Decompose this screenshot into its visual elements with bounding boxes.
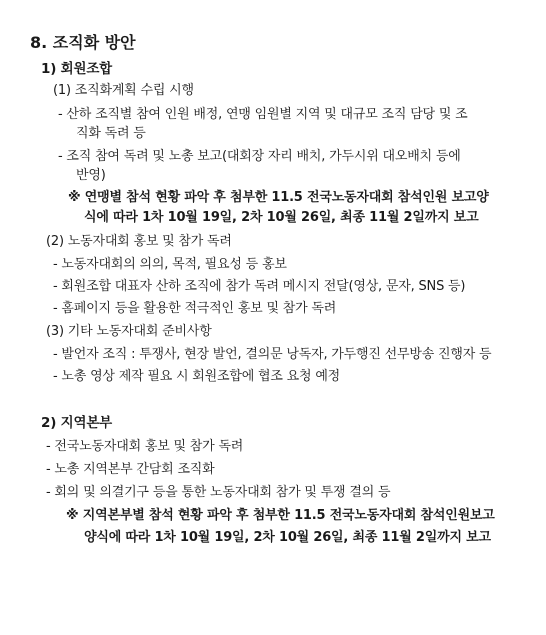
section-title: 8. 조직화 방안 <box>30 33 136 52</box>
sub2-item2: - 회원조합 대표자 산하 조직에 참가 독려 메시지 전달(영상, 문자, SNS 등) <box>53 279 466 294</box>
sub3-item1: - 발언자 조직 : 투쟁사, 현장 발언, 결의문 낭독자, 가두행진 선무방송 진행자 등 <box>53 347 492 362</box>
part2-item2: - 노총 지역본부 간담회 조직화 <box>46 462 215 477</box>
sub2-item1: - 노동자대회의 의의, 목적, 필요성 등 홍보 <box>53 257 287 272</box>
sub1-note-line1: ※ 연맹별 참석 현황 파악 후 첨부한 11.5 전국노동자대회 참석인원 보고양 <box>68 190 489 205</box>
sub1-title: (1) 조직화계획 수립 시행 <box>53 83 194 98</box>
sub2-title: (2) 노동자대회 홍보 및 참가 독려 <box>46 234 232 249</box>
sub1-item2-line2: 반영) <box>76 168 106 183</box>
part1-heading: 1) 회원조합 <box>41 61 113 77</box>
part2-note-line1: ※ 지역본부별 참석 현황 파악 후 첨부한 11.5 전국노동자대회 참석인원보고 <box>66 508 495 523</box>
part2-note-line2: 양식에 따라 1차 10월 19일, 2차 10월 26일, 최종 11월 2일까지 보고 <box>84 530 491 545</box>
sub3-item2: - 노총 영상 제작 필요 시 회원조합에 협조 요청 예정 <box>53 369 341 384</box>
part2-item1: - 전국노동자대회 홍보 및 참가 독려 <box>46 439 244 454</box>
part2-heading: 2) 지역본부 <box>41 415 113 431</box>
sub2-item3: - 홈페이지 등을 활용한 적극적인 홍보 및 참가 독려 <box>53 301 337 316</box>
part2-item3: - 회의 및 의결기구 등을 통한 노동자대회 참가 및 투쟁 결의 등 <box>46 485 391 500</box>
sub1-item1-line2: 직화 독려 등 <box>76 126 146 141</box>
sub3-title: (3) 기타 노동자대회 준비사항 <box>46 324 212 339</box>
sub1-note-line2: 식에 따라 1차 10월 19일, 2차 10월 26일, 최종 11월 2일까지 보고 <box>84 210 479 225</box>
sub1-item2-line1: - 조직 참여 독려 및 노총 보고(대회장 자리 배치, 가두시위 대오배치 등에 <box>58 149 461 164</box>
sub1-item1-line1: - 산하 조직별 참여 인원 배정, 연맹 임원별 지역 및 대규모 조직 담당 및 조 <box>58 107 468 122</box>
